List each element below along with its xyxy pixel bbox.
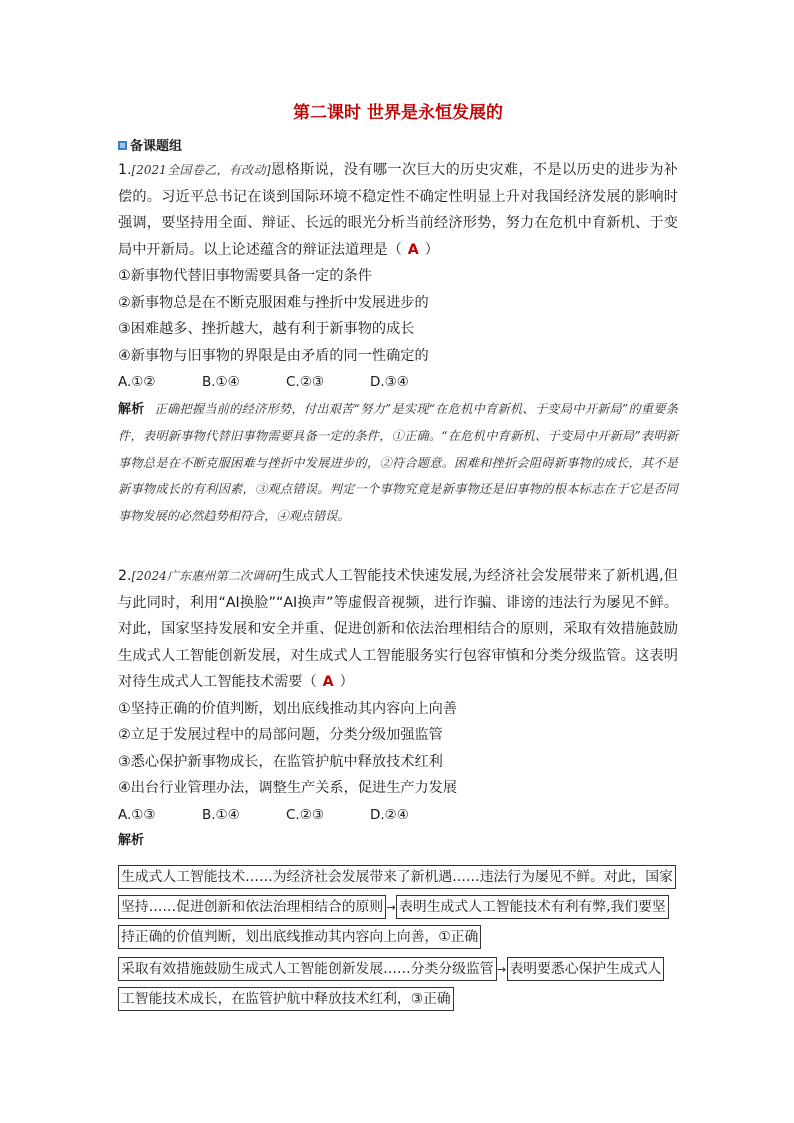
flow-box-b1: 采取有效措施鼓励生成式人工智能创新发展……分类分级监管: [118, 957, 497, 981]
question-source: [2021全国卷乙，有改动]: [131, 163, 271, 177]
flow-row-4: [118, 957, 678, 987]
flow-box-a3: 表明生成式人工智能技术有利有弊,我们要坚: [396, 895, 669, 919]
flow-row-3: [118, 925, 678, 955]
option-4: ④出台行业管理办法，调整生产关系，促进生产力发展: [118, 780, 458, 796]
question-2: [118, 563, 678, 855]
arrow-right-icon: →: [386, 901, 396, 914]
choice-a: A.①②: [118, 374, 156, 390]
analysis-label: 解析: [118, 833, 145, 848]
choice-row: [118, 369, 678, 396]
option-1: ①坚持正确的价值判断，划出底线推动其内容向上向善: [118, 700, 458, 717]
analysis-text: 正确把握当前的经济形势，付出艰苦“努力”是实现“在危机中育新机、于变局中开新局”的重要条件，表明新事物代替旧事物需要具备一定的条件，①正确。“在危机中育新机、于变局中开新局”表明新事物总是在不断克服困难与挫折中发展进步的，②符合题意。困难和挫折会阻碍新事物的成长，其不是新事物成长的有利因素，③观点错误。判定一个事物究竟是新事物还是旧事物的根本标志在于它是否同事物发展的必然趋势相符合，④观点错误。: [118, 401, 678, 523]
stem-end: ）: [339, 674, 354, 690]
question-stem-text: 生成式人工智能技术快速发展,为经济社会发展带来了新机遇,但与此同时，利用“AI换脸”“AI换声”等虚假音视频，进行诈骗、诽谤的违法行为屡见不鲜。对此，国家坚持发展和安全并重、促进创新和依法治理相结合的原则，采取有效措施鼓励生成式人工智能创新发展，对生成式人工智能服务实行包容审慎和分类分级监管。这表明对待生成式人工智能技术需要（: [118, 568, 678, 690]
choice-d: D.②④: [370, 806, 409, 823]
flow-box-a4: 持正确的价值判断，划出底线推动其内容向上向善，①正确: [118, 925, 481, 949]
answer-mark: A: [407, 241, 419, 258]
section-tag: [118, 135, 182, 154]
choice-b: B.①④: [202, 374, 240, 390]
choice-d: D.③④: [370, 374, 409, 390]
question-1-stem: [118, 157, 678, 263]
question-1: [118, 157, 678, 529]
flow-row-2: [118, 895, 678, 925]
option-4: ④新事物与旧事物的界限是由矛盾的同一性确定的: [118, 347, 429, 364]
flow-row-5: [118, 987, 678, 1017]
analysis-label: 解析: [118, 401, 145, 417]
option-2: ②新事物总是在不断克服困难与挫折中发展进步的: [118, 294, 429, 311]
question-stem-text: 恩格斯说，没有哪一次巨大的历史灾难，不是以历史的进步为补偿的。习近平总书记在谈到国际环境不稳定性不确定性明显上升对我国经济发展的影响时强调，要坚持用全面、辩证、长远的眼光分析当前经济形势，努力在危机中育新机、于变局中开新局。以上论述蕴含的辩证法道理是（: [118, 162, 678, 258]
option-3: ③困难越多、挫折越大，越有利于新事物的成长: [118, 321, 415, 337]
question-source: [2024广东惠州第二次调研]: [131, 569, 282, 583]
answer-mark: A: [322, 674, 334, 690]
analysis-1: [118, 396, 678, 530]
choice-b: B.①④: [202, 806, 240, 823]
option-1: ①新事物代替旧事物需要具备一定的条件: [118, 268, 372, 284]
choice-c: C.②③: [286, 806, 324, 823]
page-title: 第二课时 世界是永恒发展的: [293, 103, 503, 123]
question-number: 2.: [118, 568, 132, 584]
stem-end: ）: [424, 241, 439, 258]
question-number: 1.: [118, 162, 132, 178]
choice-a: A.①③: [118, 806, 156, 823]
arrow-right-icon: →: [496, 963, 507, 976]
question-2-stem: [118, 563, 678, 696]
flow-box-a2: 坚持……促进创新和依法治理相结合的原则: [118, 895, 386, 919]
flow-box-b2: 表明要悉心保护生成式人: [507, 957, 665, 981]
choice-row: [118, 802, 678, 829]
flow-box-a1: 生成式人工智能技术……为经济社会发展带来了新机遇……违法行为屡见不鲜。对此，国家: [118, 865, 676, 889]
choice-c: C.②③: [286, 374, 324, 390]
section-tag-label: 备课题组: [130, 139, 183, 154]
flow-box-b3: 工智能技术成长，在监管护航中释放技术红利，③正确: [118, 987, 454, 1011]
option-2: ②立足于发展过程中的局部问题，分类分级加强监管: [118, 727, 443, 743]
analysis-flow: [118, 865, 678, 1017]
flow-row-1: [118, 865, 678, 895]
section-square-icon: [118, 141, 127, 150]
option-3: ③悉心保护新事物成长，在监管护航中释放技术红利: [118, 753, 443, 770]
